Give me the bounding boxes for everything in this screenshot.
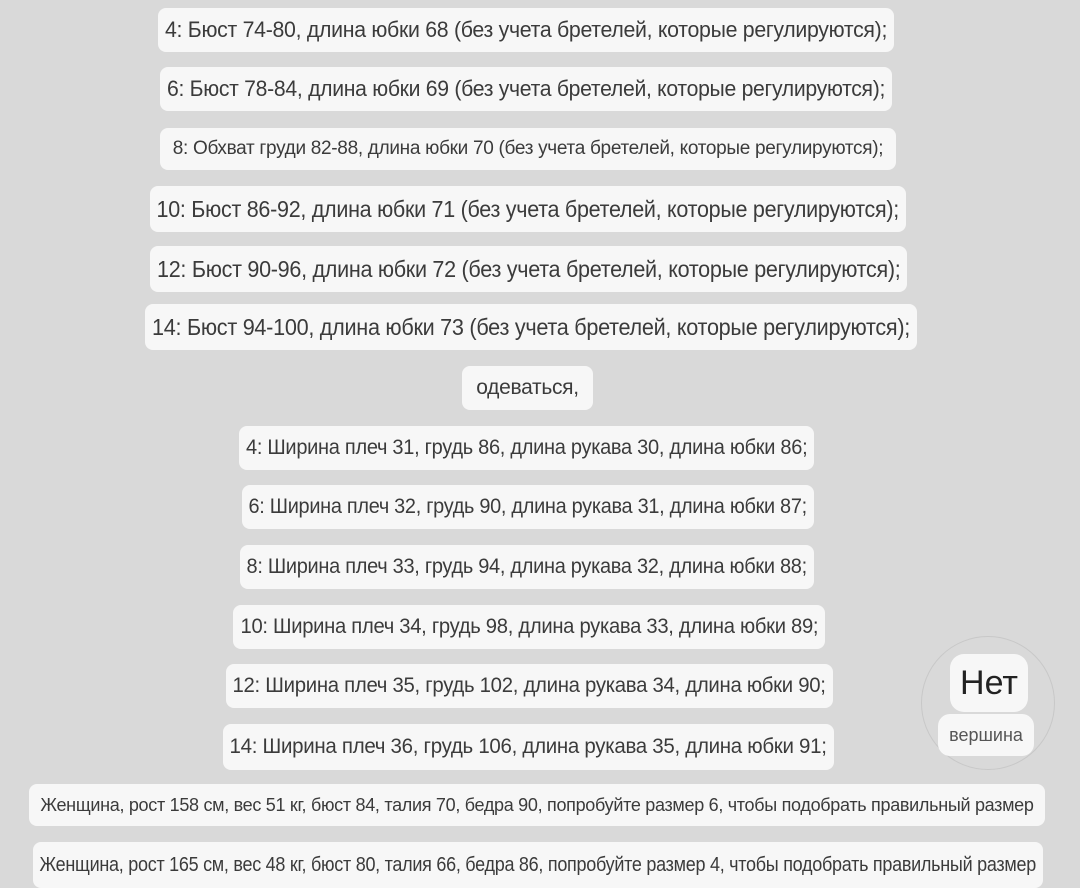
fit-recommendation: Женщина, рост 165 см, вес 48 кг, бюст 80, талия 66, бедра 86, попробуйте размер 4, чтобы подобрать правильный размер bbox=[33, 842, 1043, 888]
size-line: 12: Бюст 90-96, длина юбки 72 (без учета бретелей, которые регулируются); bbox=[150, 246, 907, 292]
fit-recommendation: Женщина, рост 158 см, вес 51 кг, бюст 84, талия 70, бедра 90, попробуйте размер 6, чтобы подобрать правильный размер bbox=[29, 784, 1045, 826]
size-line: 6: Ширина плеч 32, грудь 90, длина рукава 31, длина юбки 87; bbox=[242, 485, 814, 529]
section-label: одеваться, bbox=[462, 366, 593, 410]
badge-main-label[interactable]: Нет bbox=[950, 654, 1028, 712]
size-line: 4: Бюст 74-80, длина юбки 68 (без учета бретелей, которые регулируются); bbox=[158, 8, 894, 52]
size-line: 4: Ширина плеч 31, грудь 86, длина рукава 30, длина юбки 86; bbox=[239, 426, 814, 470]
size-line: 6: Бюст 78-84, длина юбки 69 (без учета бретелей, которые регулируются); bbox=[160, 67, 892, 111]
size-line: 8: Ширина плеч 33, грудь 94, длина рукава 32, длина юбки 88; bbox=[240, 545, 814, 589]
size-line: 14: Бюст 94-100, длина юбки 73 (без учета бретелей, которые регулируются); bbox=[145, 304, 917, 350]
size-line: 8: Обхват груди 82-88, длина юбки 70 (без учета бретелей, которые регулируются); bbox=[160, 128, 896, 170]
size-line: 14: Ширина плеч 36, грудь 106, длина рукава 35, длина юбки 91; bbox=[223, 724, 834, 770]
size-line: 12: Ширина плеч 35, грудь 102, длина рукава 34, длина юбки 90; bbox=[226, 664, 833, 708]
size-line: 10: Ширина плеч 34, грудь 98, длина рукава 33, длина юбки 89; bbox=[233, 605, 825, 649]
size-line: 10: Бюст 86-92, длина юбки 71 (без учета бретелей, которые регулируются); bbox=[150, 186, 906, 232]
badge-sub-label: вершина bbox=[938, 714, 1034, 756]
